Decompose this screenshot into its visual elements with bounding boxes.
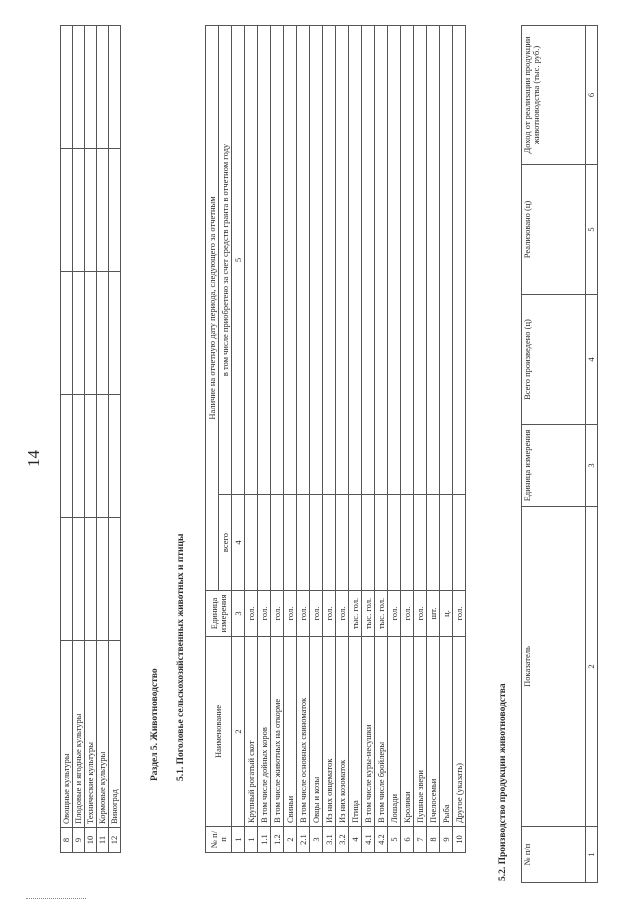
livestock-grant-cell [349, 26, 362, 495]
production-header-income: Доход от реализации продукции животноводства (тыс. руб.) [522, 26, 586, 165]
livestock-unit: гол. [245, 591, 258, 637]
crop-value-cell [61, 26, 73, 149]
livestock-total-cell [375, 495, 388, 591]
crop-name: Виноград [109, 641, 121, 828]
livestock-num: 2 [284, 827, 297, 853]
livestock-total-cell [297, 495, 310, 591]
crop-value-cell [97, 149, 109, 272]
livestock-row [362, 26, 375, 853]
crop-row [97, 26, 109, 853]
livestock-name: Из них овцематок [323, 637, 336, 827]
livestock-num: 3.1 [323, 827, 336, 853]
livestock-row [427, 26, 440, 853]
livestock-grant-cell [271, 26, 284, 495]
livestock-grant-cell [427, 26, 440, 495]
production-column-number: 2 [586, 507, 598, 827]
livestock-name: Пушные звери [414, 637, 427, 827]
crop-row [109, 26, 121, 853]
livestock-name: Кролики [401, 637, 414, 827]
livestock-grant-cell [401, 26, 414, 495]
crop-value-cell [73, 26, 85, 149]
livestock-row [245, 26, 258, 853]
livestock-column-number: 3 [232, 591, 245, 637]
livestock-unit: гол. [258, 591, 271, 637]
crop-num: 11 [97, 828, 109, 853]
livestock-row [310, 26, 323, 853]
livestock-name: Свиньи [284, 637, 297, 827]
crop-value-cell [97, 272, 109, 395]
livestock-unit: гол. [297, 591, 310, 637]
crop-value-cell [73, 518, 85, 641]
crop-name: Овощные культуры [61, 641, 73, 828]
livestock-grant-cell [297, 26, 310, 495]
livestock-total-cell [401, 495, 414, 591]
production-header-unit: Единица измерения [522, 425, 586, 507]
page-number: 14 [24, 450, 43, 467]
livestock-name: Крупный рогатый скот [245, 637, 258, 827]
livestock-total-cell [388, 495, 401, 591]
production-column-number: 6 [586, 26, 598, 165]
livestock-name: Пчелосемьи [427, 637, 440, 827]
livestock-total-cell [453, 495, 466, 591]
livestock-row [336, 26, 349, 853]
section-5-title: Раздел 5. Животноводство [150, 668, 160, 781]
crop-value-cell [73, 272, 85, 395]
crop-value-cell [61, 518, 73, 641]
livestock-total-cell [310, 495, 323, 591]
crop-name: Плодовые и ягодные культуры [73, 641, 85, 828]
livestock-row [349, 26, 362, 853]
livestock-num: 4.2 [375, 827, 388, 853]
crop-num: 10 [85, 828, 97, 853]
livestock-unit: гол. [310, 591, 323, 637]
livestock-row [284, 26, 297, 853]
livestock-row [258, 26, 271, 853]
crop-value-cell [97, 395, 109, 518]
livestock-unit: гол. [284, 591, 297, 637]
crop-value-cell [109, 395, 121, 518]
livestock-num: 7 [414, 827, 427, 853]
livestock-grant-cell [388, 26, 401, 495]
crop-value-cell [85, 26, 97, 149]
livestock-row [297, 26, 310, 853]
livestock-grant-cell [362, 26, 375, 495]
livestock-name: Птица [349, 637, 362, 827]
livestock-row [388, 26, 401, 853]
livestock-total-cell [427, 495, 440, 591]
livestock-table [205, 25, 466, 853]
crop-value-cell [85, 518, 97, 641]
livestock-unit: гол. [271, 591, 284, 637]
livestock-unit: гол. [336, 591, 349, 637]
crop-num: 8 [61, 828, 73, 853]
livestock-num: 6 [401, 827, 414, 853]
crop-value-cell [85, 149, 97, 272]
livestock-name: В том числе куры-несушки [362, 637, 375, 827]
crop-num: 12 [109, 828, 121, 853]
crop-value-cell [61, 395, 73, 518]
livestock-grant-cell [336, 26, 349, 495]
livestock-unit: гол. [388, 591, 401, 637]
crop-value-cell [85, 395, 97, 518]
crop-value-cell [61, 272, 73, 395]
crop-value-cell [109, 272, 121, 395]
livestock-num: 3.2 [336, 827, 349, 853]
production-column-number: 5 [586, 165, 598, 295]
production-column-number: 4 [586, 295, 598, 425]
livestock-column-number: 5 [232, 26, 245, 495]
livestock-num: 8 [427, 827, 440, 853]
crop-value-cell [73, 395, 85, 518]
livestock-total-cell [271, 495, 284, 591]
livestock-unit: шт. [427, 591, 440, 637]
livestock-grant-cell [440, 26, 453, 495]
livestock-num: 5 [388, 827, 401, 853]
production-header-produced: Всего произведено (ц) [522, 295, 586, 425]
crop-num: 9 [73, 828, 85, 853]
livestock-row [440, 26, 453, 853]
livestock-name: В том числе основных свиноматок [297, 637, 310, 827]
livestock-name: Овцы и козы [310, 637, 323, 827]
livestock-num: 10 [453, 827, 466, 853]
livestock-name: В том числе животных на откорме [271, 637, 284, 827]
livestock-row [375, 26, 388, 853]
livestock-unit: гол. [401, 591, 414, 637]
livestock-column-number: 2 [232, 637, 245, 827]
crop-value-cell [97, 26, 109, 149]
livestock-unit: ц. [440, 591, 453, 637]
livestock-row [453, 26, 466, 853]
crop-row [85, 26, 97, 853]
livestock-grant-cell [310, 26, 323, 495]
livestock-column-number: 1 [232, 827, 245, 853]
livestock-grant-cell [453, 26, 466, 495]
livestock-header-presence: Наличие на отчетную дату периода, следующего за отчетным [206, 26, 219, 591]
livestock-grant-cell [284, 26, 297, 495]
crop-value-cell [109, 149, 121, 272]
crop-value-cell [61, 149, 73, 272]
livestock-column-number: 4 [232, 495, 245, 591]
livestock-row [271, 26, 284, 853]
livestock-unit: тыс. гол. [375, 591, 388, 637]
livestock-grant-cell [414, 26, 427, 495]
production-column-number: 3 [586, 425, 598, 507]
production-table [521, 25, 598, 883]
crop-value-cell [97, 518, 109, 641]
crop-value-cell [85, 272, 97, 395]
livestock-name: В том числе бройлеры [375, 637, 388, 827]
production-header-sold: Реализовано (ц) [522, 165, 586, 295]
crop-value-cell [73, 149, 85, 272]
livestock-num: 1 [245, 827, 258, 853]
crop-value-cell [109, 518, 121, 641]
livestock-num: 1.2 [271, 827, 284, 853]
livestock-unit: гол. [323, 591, 336, 637]
livestock-num: 2.1 [297, 827, 310, 853]
livestock-total-cell [245, 495, 258, 591]
livestock-header-name: Наименование [206, 637, 232, 827]
livestock-total-cell [362, 495, 375, 591]
livestock-total-cell [336, 495, 349, 591]
crop-row [73, 26, 85, 853]
livestock-num: 4.1 [362, 827, 375, 853]
livestock-unit: гол. [453, 591, 466, 637]
livestock-total-cell [349, 495, 362, 591]
production-header-indicator: Показатель [522, 507, 586, 827]
livestock-header-unit: Единица измерения [206, 591, 232, 637]
livestock-total-cell [414, 495, 427, 591]
livestock-grant-cell [258, 26, 271, 495]
livestock-num: 4 [349, 827, 362, 853]
livestock-row [323, 26, 336, 853]
livestock-total-cell [284, 495, 297, 591]
livestock-total-cell [440, 495, 453, 591]
livestock-num: 1.1 [258, 827, 271, 853]
crop-row [61, 26, 73, 853]
livestock-total-cell [258, 495, 271, 591]
crops-table-continuation [60, 25, 121, 853]
livestock-num: 3 [310, 827, 323, 853]
livestock-name: Лошади [388, 637, 401, 827]
subsection-5-1-title: 5.1. Поголовье сельскохозяйственных животных и птицы [176, 533, 186, 781]
livestock-total-cell [323, 495, 336, 591]
livestock-name: Рыба [440, 637, 453, 827]
livestock-header-num: № п/п [206, 827, 232, 853]
livestock-num: 9 [440, 827, 453, 853]
livestock-unit: тыс. гол. [362, 591, 375, 637]
livestock-header-total: всего [219, 495, 232, 591]
livestock-header-grant: в том числе приобретено за счет средств гранта в отчетном году [219, 26, 232, 495]
production-column-number: 1 [586, 827, 598, 883]
livestock-row [414, 26, 427, 853]
livestock-name: Другое (указать) [453, 637, 466, 827]
crop-value-cell [109, 26, 121, 149]
livestock-unit: тыс. гол. [349, 591, 362, 637]
livestock-grant-cell [323, 26, 336, 495]
crop-name: Технические культуры [85, 641, 97, 828]
livestock-name: В том числе дойных коров [258, 637, 271, 827]
livestock-unit: гол. [414, 591, 427, 637]
livestock-grant-cell [245, 26, 258, 495]
crop-name: Кормовые культуры [97, 641, 109, 828]
livestock-grant-cell [375, 26, 388, 495]
livestock-name: Из них козоматок [336, 637, 349, 827]
scan-edge-mark [26, 884, 86, 899]
livestock-row [401, 26, 414, 853]
production-header-num: № п/п [522, 827, 586, 883]
subsection-5-2-title: 5.2. Производство продукции животноводства [498, 683, 508, 881]
